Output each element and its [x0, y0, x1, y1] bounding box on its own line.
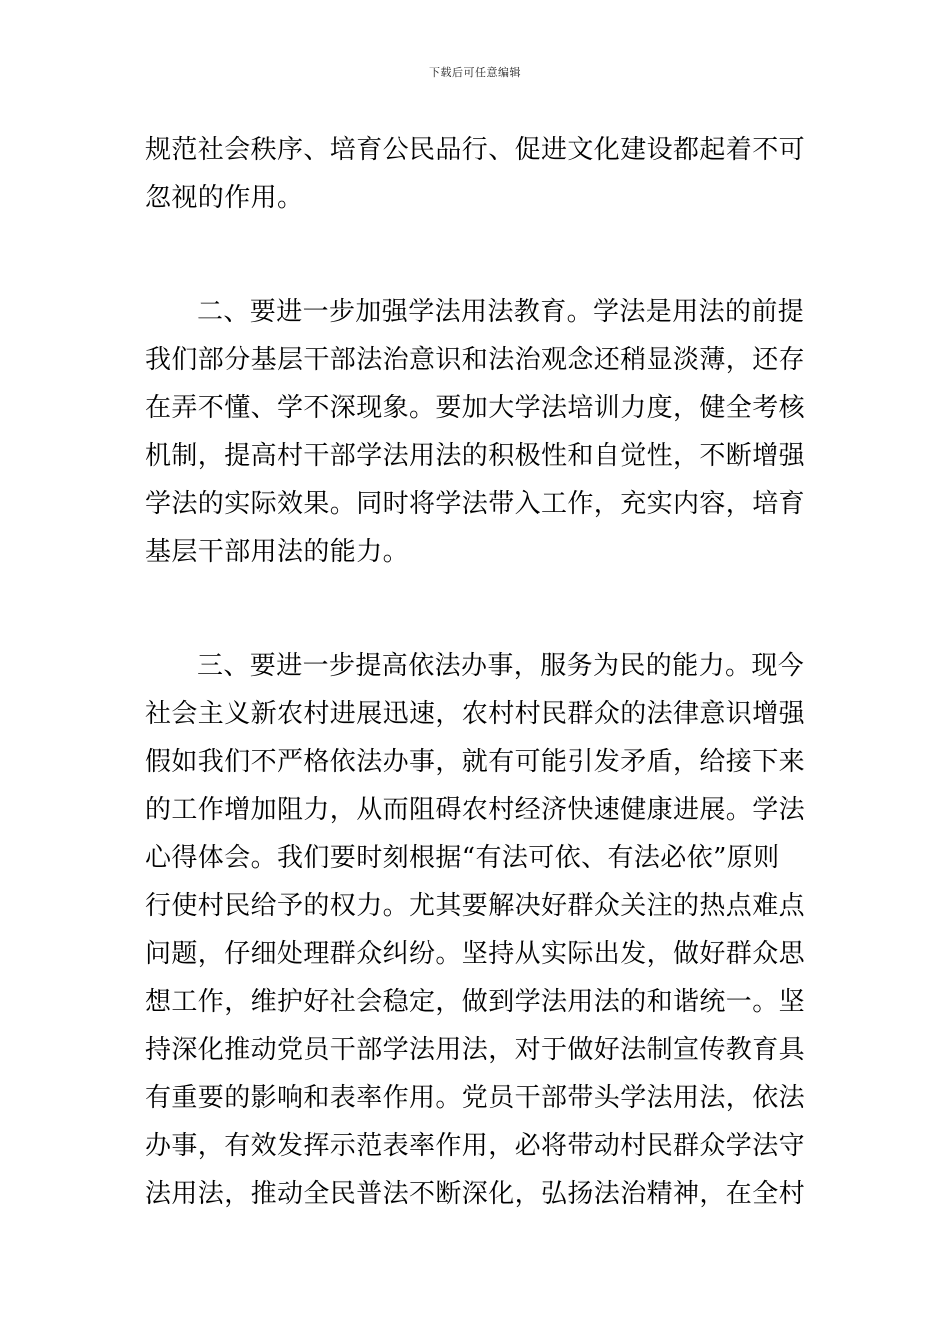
text-line: 二、要进一步加强学法用法教育。学法是用法的前提	[197, 297, 805, 327]
document-body	[145, 126, 807, 1218]
text-line: 的工作增加阻力，从而阻碍农村经济快速健康进展。学法	[145, 795, 806, 825]
text-line: 行使村民给予的权力。尤其要解决好群众关注的热点难点	[145, 891, 806, 921]
paragraph	[145, 642, 807, 1218]
paragraph	[145, 126, 807, 222]
text-line: 规范社会秩序、培育公民品行、促进文化建设都起着不可	[145, 135, 806, 165]
text-line: 我们部分基层干部法治意识和法治观念还稍显淡薄，还存	[145, 345, 806, 375]
paragraph-spacer	[145, 222, 807, 288]
text-line: 机制，提高村干部学法用法的积极性和自觉性，不断增强	[145, 441, 806, 471]
text-line: 假如我们不严格依法办事，就有可能引发矛盾，给接下来	[145, 747, 806, 777]
page-header: 下载后可任意编辑	[429, 66, 521, 79]
text-line: 社会主义新农村进展迅速，农村村民群众的法律意识增强	[145, 699, 806, 729]
text-line: 想工作，维护好社会稳定，做到学法用法的和谐统一。坚	[145, 987, 806, 1017]
text-line: 持深化推动党员干部学法用法，对于做好法制宣传教育具	[145, 1035, 806, 1065]
text-line: 基层干部用法的能力。	[145, 537, 410, 567]
text-line: 办事，有效发挥示范表率作用，必将带动村民群众学法守	[145, 1131, 806, 1161]
text-line: 有重要的影响和表率作用。党员干部带头学法用法，依法	[145, 1083, 806, 1113]
text-line: 三、要进一步提高依法办事，服务为民的能力。现今	[197, 651, 805, 681]
text-line: 学法的实际效果。同时将学法带入工作，充实内容，培育	[145, 489, 806, 519]
paragraph-spacer	[145, 576, 807, 642]
text-line: 忽视的作用。	[145, 183, 304, 213]
text-line: 法用法，推动全民普法不断深化，弘扬法治精神，在全村	[145, 1179, 806, 1209]
text-line: 心得体会。我们要时刻根据“有法可依、有法必依”原则	[145, 843, 780, 873]
paragraph	[145, 288, 807, 576]
text-line: 在弄不懂、学不深现象。要加大学法培训力度，健全考核	[145, 393, 806, 423]
text-line: 问题，仔细处理群众纠纷。坚持从实际出发，做好群众思	[145, 939, 806, 969]
